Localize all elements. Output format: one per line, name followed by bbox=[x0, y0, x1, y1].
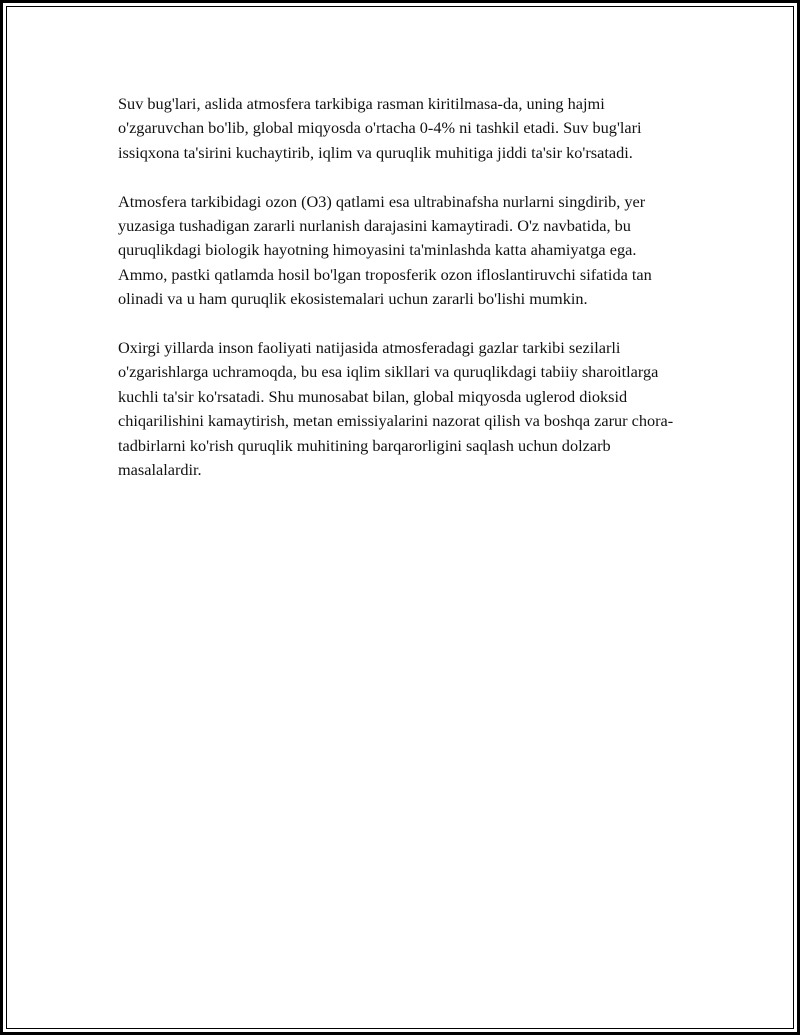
paragraph-human-activity: Oxirgi yillarda inson faoliyati natijasida atmosferadagi gazlar tarkibi sezilarli o'zgarishlarga uchramoqda, bu esa iqlim sikllari va quruqlikdagi tabiiy sharoitlarga kuchli ta'sir ko'rsatadi. Shu munosabat bilan, global miqyosda uglerod dioksid chiqarilishini kamaytirish, metan emissiyalarini nazorat qilish va boshqa zarur chora-tadbirlarni ko'rish quruqlik muhitining barqarorligini saqlash uchun dolzarb masalalardir. bbox=[118, 338, 674, 480]
paragraph-ozone-layer: Atmosfera tarkibidagi ozon (O3) qatlami esa ultrabinafsha nurlarni singdirib, yer yuzasiga tushadigan zararli nurlanish darajasini kamaytiradi. O'z navbatida, bu quruqlikdagi biologik hayotning himoyasini ta'minlashda katta ahamiyatga ega. Ammo, pastki qatlamda hosil bo'lgan troposferik ozon ifloslantiruvchi sifatida tan olinadi va u ham quruqlik ekosistemalari uchun zararli bo'lishi mumkin. bbox=[118, 191, 652, 309]
document-body bbox=[118, 92, 682, 507]
paragraph-water-vapor: Suv bug'lari, aslida atmosfera tarkibiga rasman kiritilmasa-da, uning hajmi o'zgaruvchan bo'lib, global miqyosda o'rtacha 0-4% ni tashkil etadi. Suv bug'lari issiqxona ta'sirini kuchaytirib, iqlim va quruqlik muhitiga jiddi ta'sir ko'rsatadi. bbox=[118, 94, 642, 162]
